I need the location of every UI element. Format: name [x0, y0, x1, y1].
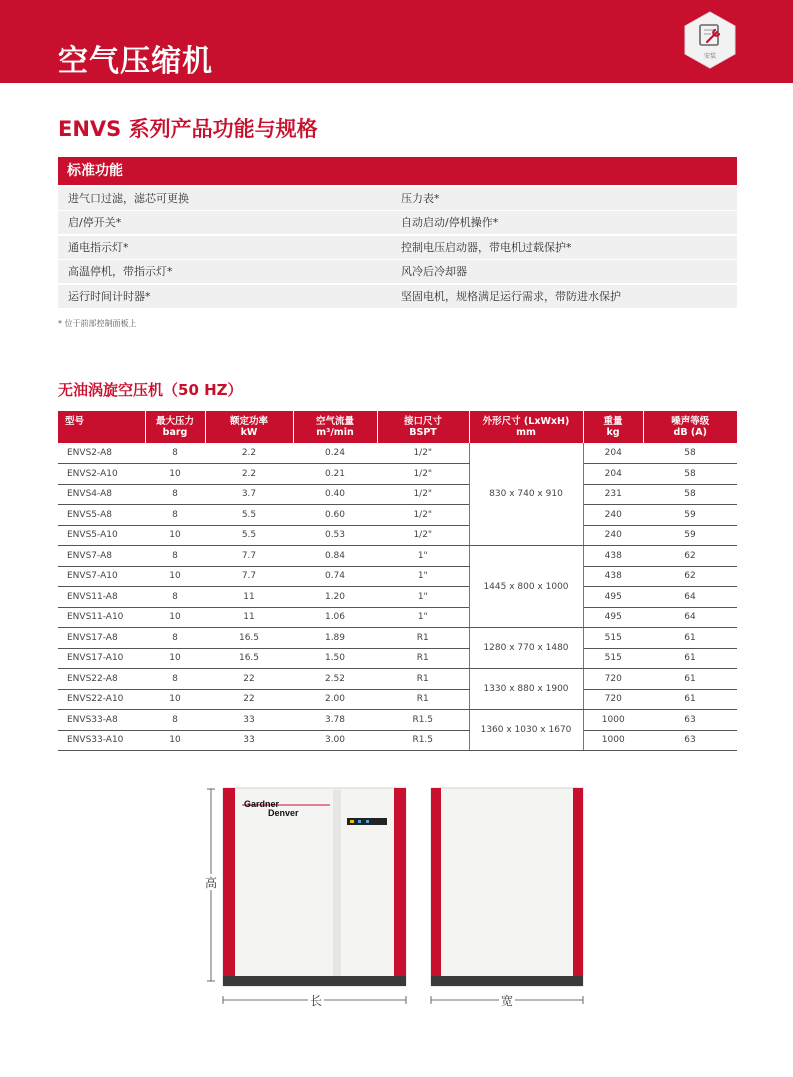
table-row	[58, 628, 737, 649]
table-row	[58, 505, 737, 526]
feature-left: 启/停开关*	[68, 216, 122, 230]
column-header-unit: kg	[606, 427, 620, 438]
model-cell: ENVS33-A10	[58, 730, 145, 751]
airflow-cell: 1.20	[293, 587, 377, 608]
table-row	[58, 730, 737, 751]
feature-row	[58, 187, 737, 210]
column-header-title: 最大压力	[155, 416, 194, 427]
noise-cell: 59	[643, 525, 737, 546]
airflow-cell: 0.53	[293, 525, 377, 546]
weight-cell: 438	[583, 566, 643, 587]
noise-cell: 59	[643, 505, 737, 526]
noise-cell: 61	[643, 689, 737, 710]
section-title: ENVS 系列产品功能与规格	[58, 117, 318, 141]
dimension-cell: 830 x 740 x 910	[469, 443, 583, 546]
connection-cell: 1/2"	[377, 525, 469, 546]
feature-right: 控制电压启动器，带电机过载保护*	[401, 240, 572, 254]
airflow-cell: 1.89	[293, 628, 377, 649]
table-row	[58, 607, 737, 628]
table-row	[58, 689, 737, 710]
noise-cell: 64	[643, 607, 737, 628]
footnote: * 位于前部控制面板上	[58, 319, 137, 328]
badge-label: 安装	[703, 53, 716, 60]
model-cell: ENVS17-A10	[58, 648, 145, 669]
pressure-cell: 8	[145, 587, 205, 608]
weight-cell: 1000	[583, 710, 643, 731]
feature-row	[58, 211, 737, 234]
model-cell: ENVS2-A8	[58, 443, 145, 464]
model-cell: ENVS2-A10	[58, 464, 145, 485]
airflow-cell: 1.50	[293, 648, 377, 669]
spec-table	[58, 411, 737, 751]
connection-cell: 1"	[377, 607, 469, 628]
model-cell: ENVS11-A8	[58, 587, 145, 608]
side-view-unit	[431, 788, 583, 986]
power-cell: 2.2	[205, 464, 293, 485]
column-header-unit: dB (A)	[673, 427, 707, 438]
column-header-unit: barg	[162, 427, 188, 438]
page-title: 空气压缩机	[58, 44, 213, 79]
model-cell: ENVS33-A8	[58, 710, 145, 731]
weight-cell: 231	[583, 484, 643, 505]
noise-cell: 63	[643, 730, 737, 751]
feature-left: 通电指示灯*	[68, 240, 129, 254]
table-row	[58, 669, 737, 690]
column-header-title: 重量	[603, 416, 623, 427]
hexagon-shape	[680, 10, 740, 70]
noise-cell: 58	[643, 464, 737, 485]
power-cell: 3.7	[205, 484, 293, 505]
brand-logo-line2: Denver	[268, 808, 299, 818]
power-cell: 33	[205, 730, 293, 751]
power-cell: 7.7	[205, 566, 293, 587]
power-cell: 11	[205, 607, 293, 628]
airflow-cell: 1.06	[293, 607, 377, 628]
spec-table-body	[58, 443, 737, 751]
connection-cell: R1	[377, 689, 469, 710]
airflow-cell: 2.00	[293, 689, 377, 710]
table-row	[58, 566, 737, 587]
standard-features-heading: 标准功能	[58, 157, 737, 185]
column-header	[58, 411, 145, 443]
noise-cell: 58	[643, 443, 737, 464]
noise-cell: 62	[643, 546, 737, 567]
model-cell: ENVS5-A10	[58, 525, 145, 546]
dimension-cell: 1280 x 770 x 1480	[469, 628, 583, 669]
power-cell: 2.2	[205, 443, 293, 464]
column-header-title: 外形尺寸 (LxWxH)	[482, 416, 570, 427]
pressure-cell: 10	[145, 566, 205, 587]
airflow-cell: 0.74	[293, 566, 377, 587]
feature-right: 风冷后冷却器	[401, 265, 467, 279]
noise-cell: 61	[643, 648, 737, 669]
noise-cell: 61	[643, 628, 737, 649]
table-row	[58, 443, 737, 464]
connection-cell: 1/2"	[377, 484, 469, 505]
pressure-cell: 8	[145, 669, 205, 690]
weight-cell: 720	[583, 669, 643, 690]
airflow-cell: 2.52	[293, 669, 377, 690]
column-header-unit: kW	[240, 427, 258, 438]
connection-cell: 1/2"	[377, 443, 469, 464]
power-cell: 16.5	[205, 628, 293, 649]
pressure-cell: 10	[145, 607, 205, 628]
pressure-cell: 8	[145, 710, 205, 731]
column-header	[469, 411, 583, 443]
table-row	[58, 484, 737, 505]
connection-cell: R1	[377, 648, 469, 669]
table-row	[58, 648, 737, 669]
power-cell: 33	[205, 710, 293, 731]
column-header	[205, 411, 293, 443]
weight-cell: 720	[583, 689, 643, 710]
install-badge[interactable]	[680, 10, 740, 70]
column-header-title: 接口尺寸	[403, 416, 442, 427]
feature-right: 自动启动/停机操作*	[401, 216, 499, 230]
airflow-cell: 3.00	[293, 730, 377, 751]
connection-cell: R1	[377, 628, 469, 649]
connection-cell: 1"	[377, 587, 469, 608]
model-cell: ENVS7-A8	[58, 546, 145, 567]
airflow-cell: 0.40	[293, 484, 377, 505]
weight-cell: 204	[583, 464, 643, 485]
pressure-cell: 8	[145, 546, 205, 567]
model-cell: ENVS22-A8	[58, 669, 145, 690]
pressure-cell: 10	[145, 689, 205, 710]
column-header	[583, 411, 643, 443]
length-label: 长	[309, 994, 323, 1008]
feature-left: 进气口过滤，滤芯可更换	[68, 192, 189, 205]
feature-left: 运行时间计时器*	[68, 289, 151, 303]
connection-cell: 1/2"	[377, 464, 469, 485]
pressure-cell: 10	[145, 648, 205, 669]
weight-cell: 240	[583, 505, 643, 526]
table-row	[58, 546, 737, 567]
model-cell: ENVS17-A8	[58, 628, 145, 649]
spec-table-header-row	[58, 411, 737, 443]
noise-cell: 64	[643, 587, 737, 608]
weight-cell: 495	[583, 607, 643, 628]
weight-cell: 515	[583, 628, 643, 649]
weight-cell: 204	[583, 443, 643, 464]
feature-row	[58, 236, 737, 259]
power-cell: 5.5	[205, 525, 293, 546]
dimension-cell: 1360 x 1030 x 1670	[469, 710, 583, 751]
power-cell: 22	[205, 669, 293, 690]
power-cell: 22	[205, 689, 293, 710]
dimension-diagram	[0, 780, 793, 1020]
column-header	[377, 411, 469, 443]
model-cell: ENVS11-A10	[58, 607, 145, 628]
pressure-cell: 8	[145, 505, 205, 526]
weight-cell: 515	[583, 648, 643, 669]
connection-cell: 1/2"	[377, 505, 469, 526]
model-cell: ENVS7-A10	[58, 566, 145, 587]
connection-cell: 1"	[377, 546, 469, 567]
model-cell: ENVS4-A8	[58, 484, 145, 505]
page-header	[0, 0, 793, 83]
dimension-cell: 1445 x 800 x 1000	[469, 546, 583, 628]
power-cell: 7.7	[205, 546, 293, 567]
weight-cell: 438	[583, 546, 643, 567]
column-header-unit: m³/min	[316, 427, 354, 438]
height-label: 高	[204, 876, 218, 890]
brand-logo-line1: Gardner	[244, 799, 280, 809]
width-label: 宽	[500, 994, 514, 1008]
table-row	[58, 525, 737, 546]
connection-cell: R1.5	[377, 730, 469, 751]
airflow-cell: 0.21	[293, 464, 377, 485]
weight-cell: 495	[583, 587, 643, 608]
column-header	[293, 411, 377, 443]
feature-row	[58, 260, 737, 283]
airflow-cell: 0.84	[293, 546, 377, 567]
power-cell: 5.5	[205, 505, 293, 526]
table-row	[58, 587, 737, 608]
feature-row	[58, 285, 737, 308]
power-cell: 11	[205, 587, 293, 608]
column-header-title: 空气流量	[315, 416, 354, 427]
feature-right: 坚固电机，规格满足运行需求，带防进水保护	[401, 289, 621, 303]
pressure-cell: 8	[145, 628, 205, 649]
pressure-cell: 10	[145, 525, 205, 546]
pressure-cell: 8	[145, 484, 205, 505]
feature-left: 高温停机，带指示灯*	[68, 265, 173, 279]
weight-cell: 1000	[583, 730, 643, 751]
airflow-cell: 3.78	[293, 710, 377, 731]
power-cell: 16.5	[205, 648, 293, 669]
column-header-title: 型号	[65, 416, 85, 427]
column-header	[643, 411, 737, 443]
connection-cell: R1	[377, 669, 469, 690]
pressure-cell: 10	[145, 464, 205, 485]
airflow-cell: 0.24	[293, 443, 377, 464]
table-row	[58, 710, 737, 731]
noise-cell: 61	[643, 669, 737, 690]
connection-cell: 1"	[377, 566, 469, 587]
front-view-unit	[223, 788, 406, 986]
table-row	[58, 464, 737, 485]
dimension-cell: 1330 x 880 x 1900	[469, 669, 583, 710]
pressure-cell: 8	[145, 443, 205, 464]
noise-cell: 63	[643, 710, 737, 731]
column-header-unit: mm	[516, 427, 536, 438]
noise-cell: 58	[643, 484, 737, 505]
airflow-cell: 0.60	[293, 505, 377, 526]
spec-table-title: 无油涡旋空压机（50 HZ）	[58, 381, 243, 399]
column-header-title: 额定功率	[229, 416, 268, 427]
noise-cell: 62	[643, 566, 737, 587]
column-header	[145, 411, 205, 443]
weight-cell: 240	[583, 525, 643, 546]
feature-right: 压力表*	[401, 192, 440, 205]
model-cell: ENVS22-A10	[58, 689, 145, 710]
pressure-cell: 10	[145, 730, 205, 751]
column-header-title: 噪声等级	[671, 416, 710, 427]
column-header-unit: BSPT	[409, 427, 437, 438]
connection-cell: R1.5	[377, 710, 469, 731]
model-cell: ENVS5-A8	[58, 505, 145, 526]
